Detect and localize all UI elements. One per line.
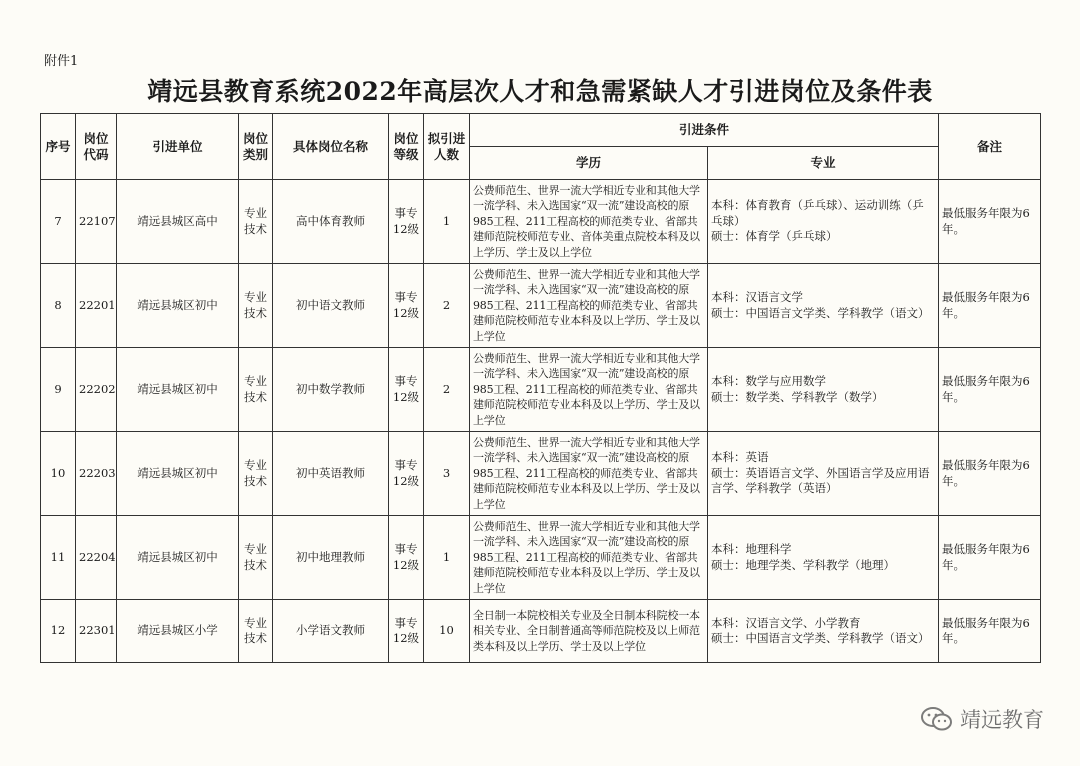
row-level: 事专12级	[389, 432, 424, 516]
header-code: 岗位代码	[76, 114, 117, 180]
row-position: 初中数学教师	[273, 348, 389, 432]
row-notes: 最低服务年限为6年。	[939, 264, 1041, 348]
row-seq: 8	[41, 264, 76, 348]
row-code: 22204	[76, 516, 117, 600]
row-seq: 7	[41, 180, 76, 264]
header-category: 岗位类别	[239, 114, 273, 180]
row-level: 事专12级	[389, 516, 424, 600]
row-category: 专业技术	[239, 180, 273, 264]
table-row	[41, 180, 1041, 264]
row-education: 公费师范生、世界一流大学相近专业和其他大学一流学科、未入选国家“双一流”建设高校的原985工程、211工程高校的师范类专业、省部共建师范院校师范专业本科及以上学历、学士及以上学位	[470, 432, 708, 516]
header-seq: 序号	[41, 114, 76, 180]
row-level: 事专12级	[389, 264, 424, 348]
row-notes: 最低服务年限为6年。	[939, 348, 1041, 432]
table-row	[41, 348, 1041, 432]
row-code: 22202	[76, 348, 117, 432]
row-position: 初中地理教师	[273, 516, 389, 600]
header-notes: 备注	[939, 114, 1041, 180]
row-category: 专业技术	[239, 348, 273, 432]
row-position: 初中英语教师	[273, 432, 389, 516]
row-major: 本科：体育教育（乒乓球）、运动训练（乒乓球） 硕士：体育学（乒乓球）	[708, 180, 939, 264]
row-seq: 12	[41, 600, 76, 663]
row-notes: 最低服务年限为6年。	[939, 600, 1041, 663]
row-count: 2	[424, 264, 470, 348]
header-conditions: 引进条件	[470, 114, 939, 147]
row-major: 本科：英语 硕士：英语语言文学、外国语言学及应用语言学、学科教学（英语）	[708, 432, 939, 516]
row-seq: 11	[41, 516, 76, 600]
watermark	[920, 704, 1044, 734]
row-education: 公费师范生、世界一流大学相近专业和其他大学一流学科、未入选国家“双一流”建设高校的原985工程、211工程高校的师范类专业、省部共建师范院校师范专业、音体美重点院校本科及以上学历、学士及以上学位	[470, 180, 708, 264]
row-notes: 最低服务年限为6年。	[939, 516, 1041, 600]
row-code: 22301	[76, 600, 117, 663]
wechat-icon	[920, 706, 954, 732]
row-education: 公费师范生、世界一流大学相近专业和其他大学一流学科、未入选国家“双一流”建设高校的原985工程、211工程高校的师范类专业、省部共建师范院校师范专业本科及以上学历、学士及以上学位	[470, 264, 708, 348]
row-position: 小学语文教师	[273, 600, 389, 663]
table-row	[41, 264, 1041, 348]
row-unit: 靖远县城区初中	[117, 348, 239, 432]
attachment-label: 附件1	[44, 54, 79, 69]
row-notes: 最低服务年限为6年。	[939, 432, 1041, 516]
row-position: 高中体育教师	[273, 180, 389, 264]
row-code: 22107	[76, 180, 117, 264]
row-count: 2	[424, 348, 470, 432]
row-count: 1	[424, 180, 470, 264]
header-position: 具体岗位名称	[273, 114, 389, 180]
row-unit: 靖远县城区高中	[117, 180, 239, 264]
row-major: 本科：地理科学 硕士：地理学类、学科教学（地理）	[708, 516, 939, 600]
header-unit: 引进单位	[117, 114, 239, 180]
positions-table	[40, 113, 1041, 663]
row-count: 1	[424, 516, 470, 600]
row-education: 全日制一本院校相关专业及全日制本科院校一本相关专业、全日制普通高等师范院校及以上师范类本科及以上学历、学士及以上学位	[470, 600, 708, 663]
row-category: 专业技术	[239, 264, 273, 348]
row-level: 事专12级	[389, 348, 424, 432]
row-unit: 靖远县城区小学	[117, 600, 239, 663]
header-education: 学历	[470, 147, 708, 180]
row-notes: 最低服务年限为6年。	[939, 180, 1041, 264]
row-seq: 10	[41, 432, 76, 516]
row-unit: 靖远县城区初中	[117, 516, 239, 600]
row-code: 22201	[76, 264, 117, 348]
row-level: 事专12级	[389, 180, 424, 264]
watermark-text: 靖远教育	[960, 708, 1044, 732]
row-unit: 靖远县城区初中	[117, 264, 239, 348]
row-category: 专业技术	[239, 432, 273, 516]
row-count: 10	[424, 600, 470, 663]
row-position: 初中语文教师	[273, 264, 389, 348]
row-education: 公费师范生、世界一流大学相近专业和其他大学一流学科、未入选国家“双一流”建设高校的原985工程、211工程高校的师范类专业、省部共建师范院校师范专业本科及以上学历、学士及以上学位	[470, 516, 708, 600]
row-level: 事专12级	[389, 600, 424, 663]
row-category: 专业技术	[239, 600, 273, 663]
row-count: 3	[424, 432, 470, 516]
header-level: 岗位等级	[389, 114, 424, 180]
row-code: 22203	[76, 432, 117, 516]
row-unit: 靖远县城区初中	[117, 432, 239, 516]
row-category: 专业技术	[239, 516, 273, 600]
header-major: 专业	[708, 147, 939, 180]
row-education: 公费师范生、世界一流大学相近专业和其他大学一流学科、未入选国家“双一流”建设高校的原985工程、211工程高校的师范类专业、省部共建师范院校师范专业本科及以上学历、学士及以上学位	[470, 348, 708, 432]
header-count: 拟引进人数	[424, 114, 470, 180]
table-row	[41, 516, 1041, 600]
row-major: 本科：汉语言文学、小学教育 硕士：中国语言文学类、学科教学（语文）	[708, 600, 939, 663]
row-major: 本科：汉语言文学 硕士：中国语言文学类、学科教学（语文）	[708, 264, 939, 348]
row-major: 本科：数学与应用数学 硕士：数学类、学科教学（数学）	[708, 348, 939, 432]
page-title: 靖远县教育系统2022年高层次人才和急需紧缺人才引进岗位及条件表	[147, 77, 933, 106]
table-row	[41, 432, 1041, 516]
table-row	[41, 600, 1041, 663]
row-seq: 9	[41, 348, 76, 432]
